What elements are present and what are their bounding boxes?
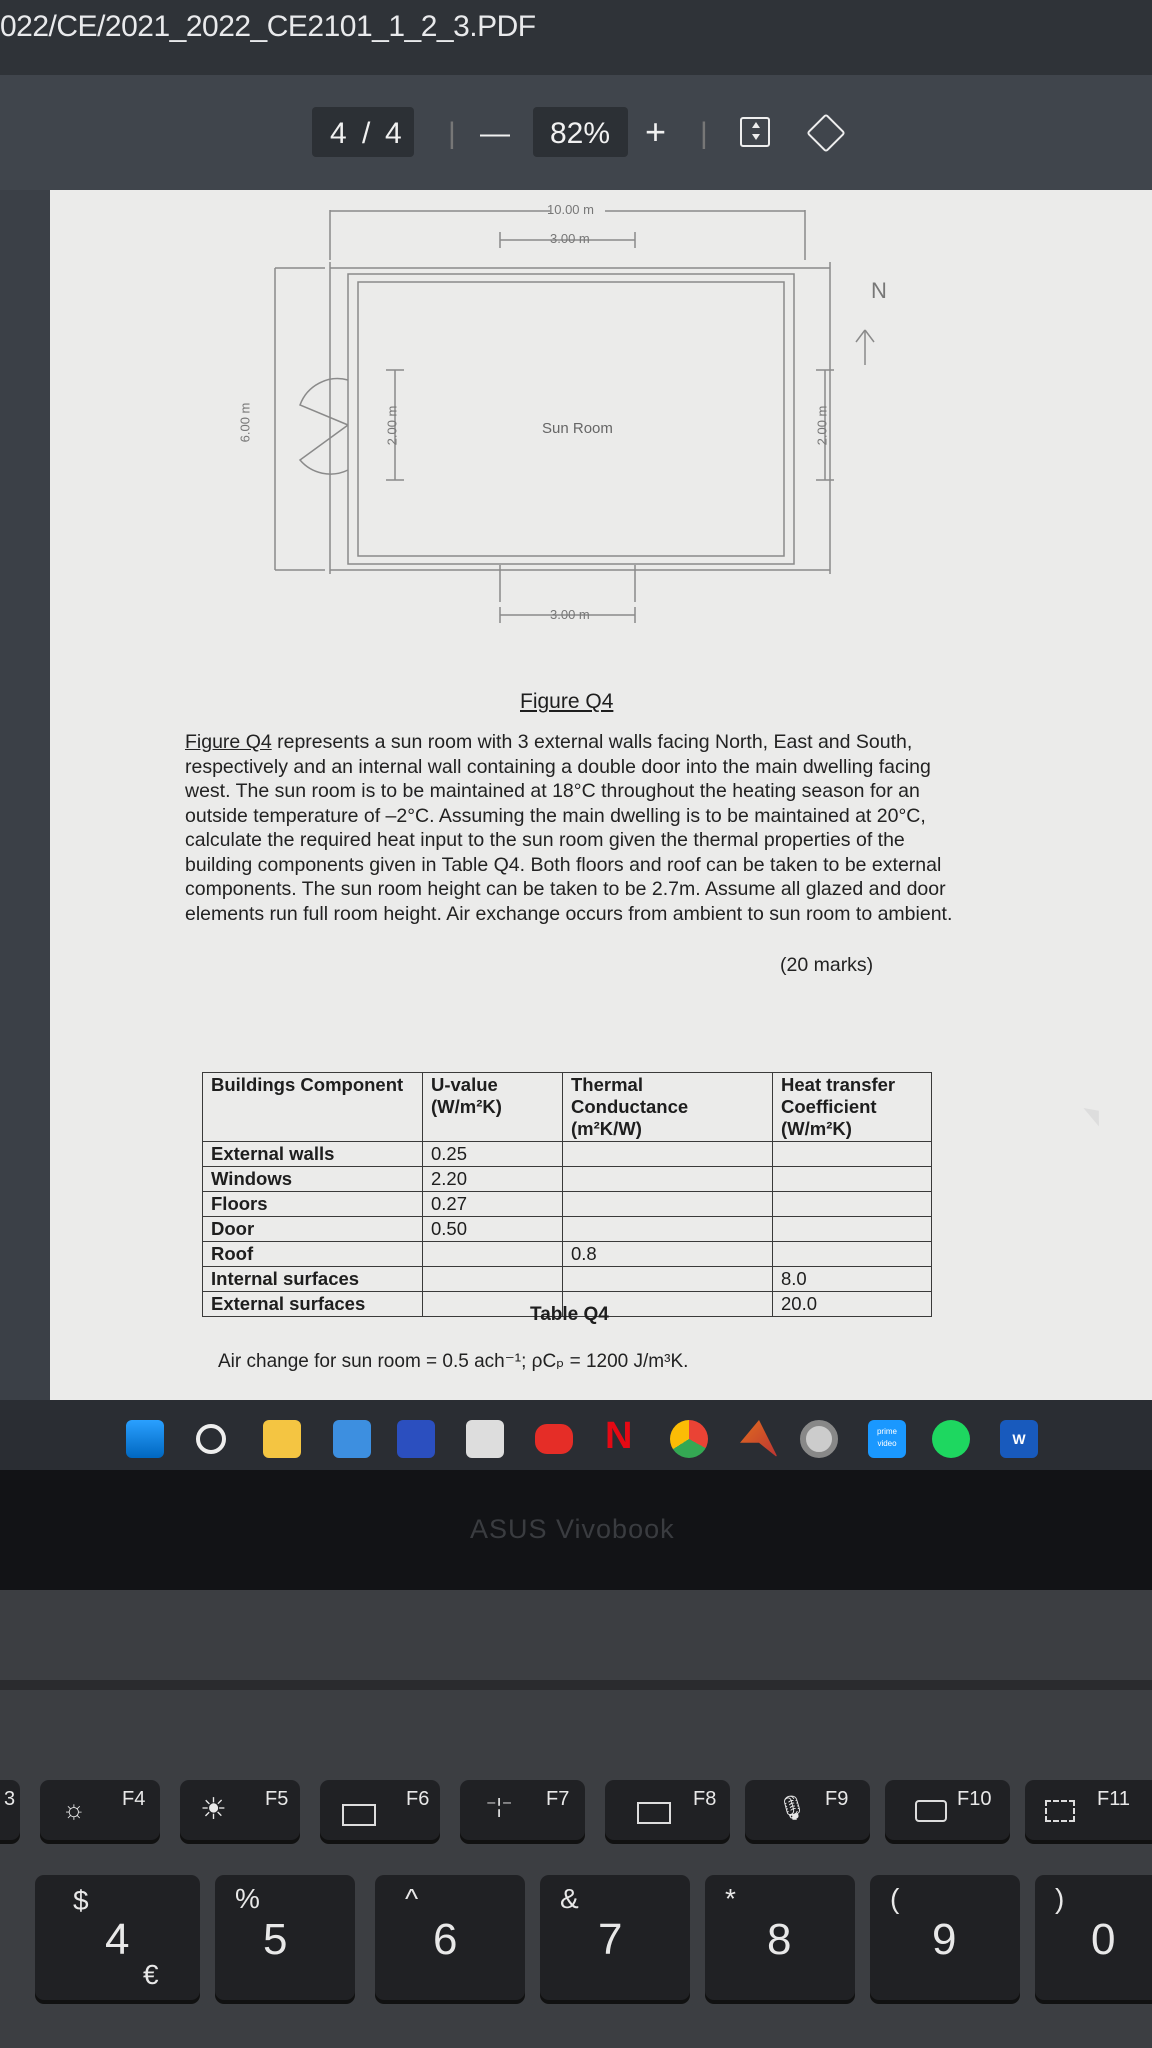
table-cell: External walls: [203, 1142, 423, 1167]
key-number: 4: [105, 1915, 130, 1964]
key-number: 6: [433, 1915, 458, 1964]
table-cell: 20.0: [773, 1292, 932, 1317]
key-label: F8: [693, 1788, 717, 1810]
header-component: Buildings Component: [203, 1073, 423, 1142]
key-label: F6: [406, 1788, 430, 1810]
toolbar-divider-2: |: [700, 117, 708, 150]
key-symbol: ^: [405, 1883, 419, 1914]
header-u-value: U-value (W/m²K): [423, 1073, 563, 1142]
header-heat-transfer: Heat transfer Coefficient (W/m²K): [773, 1073, 932, 1142]
settings-icon[interactable]: [800, 1420, 838, 1458]
key-f10[interactable]: [885, 1780, 1010, 1840]
youtube-icon[interactable]: [535, 1424, 573, 1454]
zoom-in-button[interactable]: +: [645, 111, 667, 152]
key-number: 0: [1091, 1915, 1116, 1964]
key-f8[interactable]: [605, 1780, 730, 1840]
laptop-brand: ASUS Vivobook: [470, 1514, 675, 1544]
pdf-toolbar: [0, 75, 1152, 190]
north-label: N: [871, 278, 887, 303]
table-cell: Internal surfaces: [203, 1267, 423, 1292]
table-cell: [773, 1217, 932, 1242]
figure-reference: Figure Q4: [185, 731, 272, 753]
key-f7[interactable]: [460, 1780, 585, 1840]
key-label: 3: [4, 1788, 16, 1810]
table-cell: [423, 1242, 563, 1267]
key-9[interactable]: [870, 1875, 1020, 2000]
key-number: 5: [263, 1915, 288, 1964]
chrome-icon[interactable]: [670, 1420, 708, 1458]
table-cell: 0.27: [423, 1192, 563, 1217]
sun-bright-icon: ☀: [200, 1793, 227, 1826]
key-alt: €: [143, 1959, 159, 1990]
taskbar: [0, 1400, 1152, 1470]
mic-mute-icon: 🎙: [777, 1795, 808, 1822]
mail-icon[interactable]: [333, 1420, 371, 1458]
key-f6[interactable]: [320, 1780, 440, 1840]
dim-left-door: 2.00 m: [384, 405, 400, 446]
prime-video-icon[interactable]: [868, 1420, 906, 1458]
table-cell: 0.25: [423, 1142, 563, 1167]
key-label: F7: [546, 1788, 570, 1810]
table-row: [203, 1142, 932, 1167]
key-label: F4: [122, 1788, 146, 1810]
table-cell: [773, 1142, 932, 1167]
page-separator: /: [362, 117, 371, 150]
table-cell: 0.8: [563, 1242, 773, 1267]
search-icon[interactable]: [196, 1424, 226, 1454]
table-cell: 8.0: [773, 1267, 932, 1292]
table-cell: [563, 1192, 773, 1217]
table-row: [203, 1192, 932, 1217]
table-cell: [773, 1167, 932, 1192]
dim-top-total: 10.00 m: [547, 202, 594, 217]
table-caption: Table Q4: [530, 1304, 609, 1325]
outer-wall: [348, 274, 794, 564]
header-conductance: Thermal Conductance (m²K/W): [563, 1073, 773, 1142]
app-icon[interactable]: [397, 1420, 435, 1458]
key-f11[interactable]: [1025, 1780, 1152, 1840]
pdf-page: [50, 190, 1152, 1410]
key-label: F9: [825, 1788, 849, 1810]
zoom-out-button[interactable]: —: [480, 117, 510, 150]
room-label: Sun Room: [542, 420, 613, 437]
rotate-icon[interactable]: [806, 113, 846, 153]
key-symbol: &: [560, 1883, 579, 1914]
zoom-level[interactable]: 82%: [550, 117, 611, 150]
dim-top-door: 3.00 m: [550, 231, 590, 246]
file-explorer-icon[interactable]: [263, 1420, 301, 1458]
key-4[interactable]: [35, 1875, 200, 2000]
key-symbol: %: [235, 1883, 260, 1914]
table-q4: [202, 1072, 932, 1317]
table-cell: Roof: [203, 1242, 423, 1267]
key-symbol: *: [725, 1883, 736, 1914]
table-cell: [563, 1142, 773, 1167]
store-icon[interactable]: [466, 1420, 504, 1458]
table-cell: [773, 1192, 932, 1217]
question-text: [185, 730, 960, 926]
keyboard-light-icon: ⁻¦⁻: [486, 1796, 513, 1818]
key-symbol: ): [1055, 1883, 1065, 1914]
table-row: [203, 1267, 932, 1292]
table-cell: 2.20: [423, 1167, 563, 1192]
screenshot-icon: [1045, 1800, 1075, 1822]
key-8[interactable]: [705, 1875, 855, 2000]
table-cell: 0.50: [423, 1217, 563, 1242]
table-cell: [423, 1267, 563, 1292]
question-body: represents a sun room with 3 external walls facing North, East and South, respectively and an internal wall containing a double door into the main dwelling facing west. The sun room is to be maintained at 18°C throughout the heating season for an outside temperature of –2°C. Assuming the main dwelling is to be maintained at 20°C, calculate the required heat input to the sun room given the thermal properties of the building components given in Table Q4. Both floors and roof can be taken to be external components. The sun room height can be taken to be 2.7m. Assume all glazed and door elements run full room height. Air exchange occurs from ambient to sun room to ambient.: [185, 731, 953, 925]
key-number: 7: [598, 1915, 623, 1964]
table-cell: Door: [203, 1217, 423, 1242]
key-5[interactable]: [215, 1875, 355, 2000]
table-cell: [773, 1242, 932, 1267]
key-symbol: (: [890, 1883, 900, 1914]
key-number: 9: [932, 1915, 957, 1964]
table-header-row: [203, 1073, 932, 1142]
netflix-icon[interactable]: N: [605, 1415, 633, 1457]
key-f4[interactable]: [40, 1780, 160, 1840]
key-f9[interactable]: [745, 1780, 870, 1840]
key-0[interactable]: [1035, 1875, 1152, 2000]
display-icon: [342, 1804, 376, 1826]
key-symbol: $: [73, 1885, 89, 1916]
word-label: W: [1012, 1431, 1026, 1447]
spotify-icon[interactable]: [932, 1420, 970, 1458]
dim-bottom: 3.00 m: [550, 607, 590, 622]
key-label: F5: [265, 1788, 289, 1810]
table-row: [203, 1242, 932, 1267]
prime-video-label: prime video: [876, 1427, 897, 1448]
marks-label: (20 marks): [780, 954, 874, 976]
fit-page-icon[interactable]: [740, 117, 770, 147]
table-cell: [563, 1267, 773, 1292]
table-cell: Floors: [203, 1192, 423, 1217]
title-bar: [0, 0, 1152, 75]
word-icon[interactable]: [1000, 1420, 1038, 1458]
sun-dim-icon: ☼: [62, 1794, 86, 1824]
key-6[interactable]: [375, 1875, 525, 2000]
figure-caption: Figure Q4: [520, 690, 614, 713]
page-total: 4: [385, 117, 402, 150]
dim-left: 6.00 m: [237, 402, 253, 443]
table-row: [203, 1167, 932, 1192]
toolbar-divider: |: [448, 117, 456, 150]
key-label: F11: [1097, 1788, 1130, 1810]
key-f5[interactable]: [180, 1780, 300, 1840]
dim-right: 2.00 m: [814, 405, 830, 446]
document-title: 022/CE/2021_2022_CE2101_1_2_3.PDF: [0, 10, 536, 43]
projector-icon: [637, 1802, 671, 1824]
page-current[interactable]: 4: [330, 117, 347, 150]
table-cell: [563, 1167, 773, 1192]
table-cell: Windows: [203, 1167, 423, 1192]
key-number: 8: [767, 1915, 792, 1964]
camera-off-icon: [915, 1800, 947, 1822]
air-change-note: Air change for sun room = 0.5 ach⁻¹; ρCₚ = 1200 J/m³K.: [218, 1351, 689, 1372]
inner-wall: [358, 282, 784, 556]
table-row: [203, 1217, 932, 1242]
key-7[interactable]: [540, 1875, 690, 2000]
table-cell: [563, 1217, 773, 1242]
windows-start-icon[interactable]: [126, 1420, 164, 1458]
key-label: F10: [957, 1788, 992, 1810]
table-cell: External surfaces: [203, 1292, 423, 1317]
key-3[interactable]: [0, 1780, 20, 1840]
